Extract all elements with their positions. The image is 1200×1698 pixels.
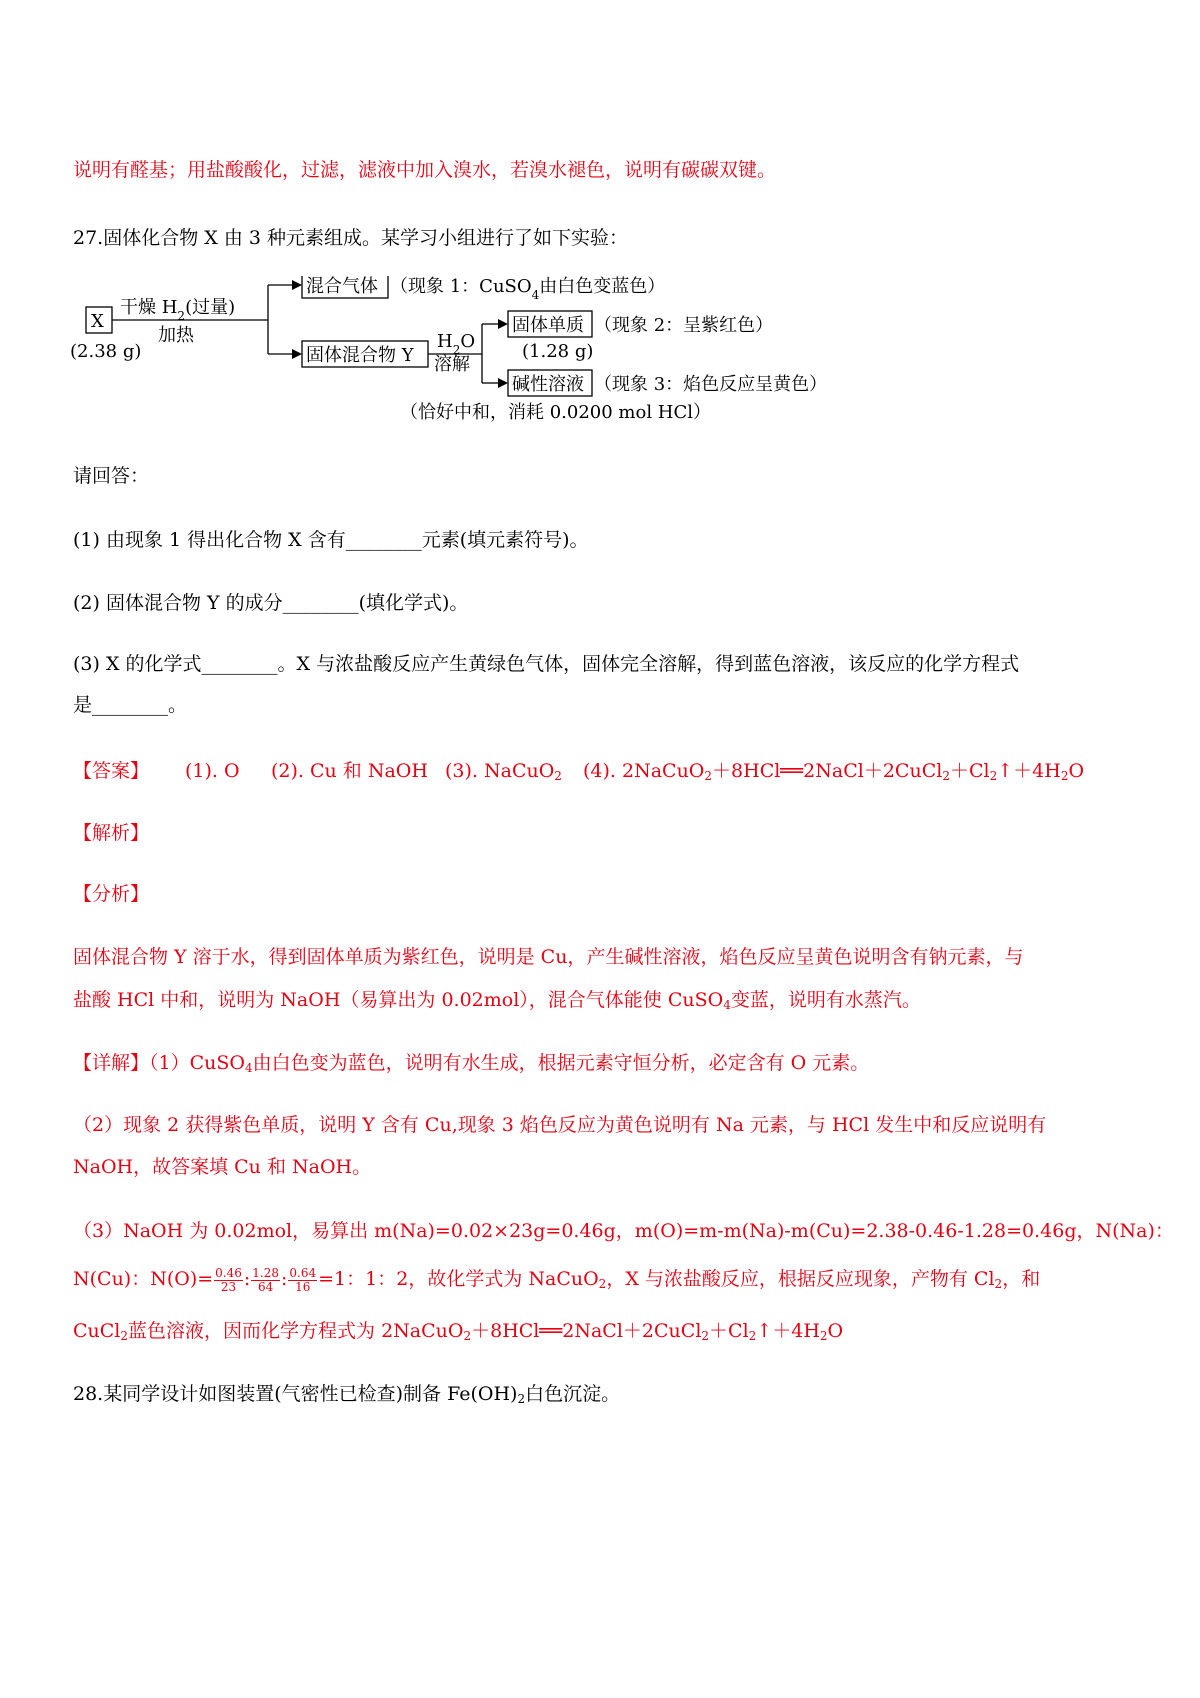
question-3-line-1: (3) X 的化学式________。X 与浓盐酸反应产生黄绿色气体，固体完全溶解，得到蓝色溶液，该反应的化学方程式 xyxy=(73,653,1020,675)
arrowhead-alkali xyxy=(498,378,508,388)
phenomenon-2: （现象 2：呈紫红色） xyxy=(594,315,774,336)
h2o-label: $H_2O$ xyxy=(437,331,476,357)
answer-1: (1). O xyxy=(185,760,240,782)
question-1: (1) 由现象 1 得出化合物 X 含有________元素(填元素符号)。 xyxy=(73,529,589,551)
detail-2-line-1: （2）现象 2 获得紫色单质，说明 Y 含有 Cu,现象 3 焰色反应为黄色说明有 Na 元素，与 HCl 发生中和反应说明有 xyxy=(73,1114,1047,1136)
fraction-o: $\frac{0.64}{16}$ xyxy=(289,1265,317,1294)
answer-4: (4). $2NaCuO_2+8HCl══2NaCl+2CuCl_2+Cl_2↑+4H_2O$ xyxy=(583,760,1085,783)
solid-mixture-y-label: 固体混合物 Y xyxy=(306,345,414,366)
detail-2-line-2: NaOH，故答案填 Cu 和 NaOH。 xyxy=(73,1156,372,1178)
condition-top: 干燥 $H_2$(过量) xyxy=(120,297,236,323)
x-mass: (2.38 g) xyxy=(70,341,142,362)
answer-3: (3). NaCuO$_2$ xyxy=(445,760,562,783)
analysis-line-2: 盐酸 HCl 中和，说明为 NaOH（易算出为 0.02mol），混合气体能使 CuSO$_4$变蓝，说明有水蒸汽。 xyxy=(73,989,921,1012)
alkaline-solution-label: 碱性溶液 xyxy=(512,374,584,395)
answer-row xyxy=(73,758,1133,784)
answer-tag: 【答案】 xyxy=(73,760,150,782)
condition-bottom: 加热 xyxy=(158,325,194,346)
arrowhead-gas xyxy=(292,280,302,290)
arrowhead-element xyxy=(498,319,508,329)
question-3-line-2: 是________。 xyxy=(73,694,188,716)
question-27-title: 27.固体化合物 X 由 3 种元素组成。某学习小组进行了如下实验： xyxy=(73,227,628,249)
solid-element-label: 固体单质 xyxy=(512,315,584,336)
detail-3-line-2: N(Cu)：N(O)= $\frac{0.46}{23}$ : $\frac{1.28}{64}$ : $\frac{0.64}{16}$ =1：1：2，故化学式为 NaCuO$_2$，X 与浓盐酸反应，根据反应现象，产物有 $Cl_2$，和 xyxy=(73,1265,1041,1294)
detail-3-line-3: CuCl$_2$蓝色溶液，因而化学方程式为 $2NaCuO_2+8HCl══2NaCl+2CuCl_2+Cl_2↑+4H_2O$ xyxy=(73,1320,844,1343)
detail-tag: 【详解】 xyxy=(73,1052,150,1074)
detail-1: 【详解】（1）CuSO$_4$由白色变为蓝色，说明有水生成，根据元素守恒分析，必定含有 O 元素。 xyxy=(73,1052,870,1075)
analysis-header: 【解析】 xyxy=(73,822,150,844)
element-mass: (1.28 g) xyxy=(522,341,594,362)
analysis-line-1: 固体混合物 Y 溶于水，得到固体单质为紫红色，说明是 Cu，产生碱性溶液，焰色反应呈黄色说明含有钠元素，与 xyxy=(73,946,1024,968)
breakdown-header: 【分析】 xyxy=(73,883,150,905)
phenomenon-1: （现象 1：CuSO$_4$由白色变蓝色） xyxy=(390,276,666,302)
fraction-na: $\frac{0.46}{23}$ xyxy=(215,1265,242,1294)
please-answer: 请回答： xyxy=(73,465,150,487)
question-2: (2) 固体混合物 Y 的成分________(填化学式)。 xyxy=(73,592,469,614)
detail-3-line-1: （3）NaOH 为 0.02mol，易算出 m(Na)=0.02×23g=0.46g，m(O)=m-m(Na)-m(Cu)=2.38-0.46-1.28=0.46g，N(Na)： xyxy=(73,1220,1174,1242)
phenomenon-3: （现象 3：焰色反应呈黄色） xyxy=(594,374,828,395)
mixed-gas-label: 混合气体 xyxy=(306,276,378,297)
dissolve-label: 溶解 xyxy=(434,354,470,375)
intro-line: 说明有醛基；用盐酸酸化，过滤，滤液中加入溴水，若溴水褪色，说明有碳碳双键。 xyxy=(73,159,777,181)
fraction-cu: $\frac{1.28}{64}$ xyxy=(252,1265,280,1294)
answer-2: (2). Cu 和 NaOH xyxy=(271,760,428,782)
arrowhead-y xyxy=(292,349,302,359)
question-28-title: 28.某同学设计如图装置(气密性已检查)制备 $Fe(OH)_2$白色沉淀。 xyxy=(73,1383,621,1406)
neutralization-note: （恰好中和，消耗 0.0200 mol HCl） xyxy=(400,402,712,423)
x-label: X xyxy=(91,311,104,332)
experiment-flow-diagram xyxy=(70,276,830,456)
